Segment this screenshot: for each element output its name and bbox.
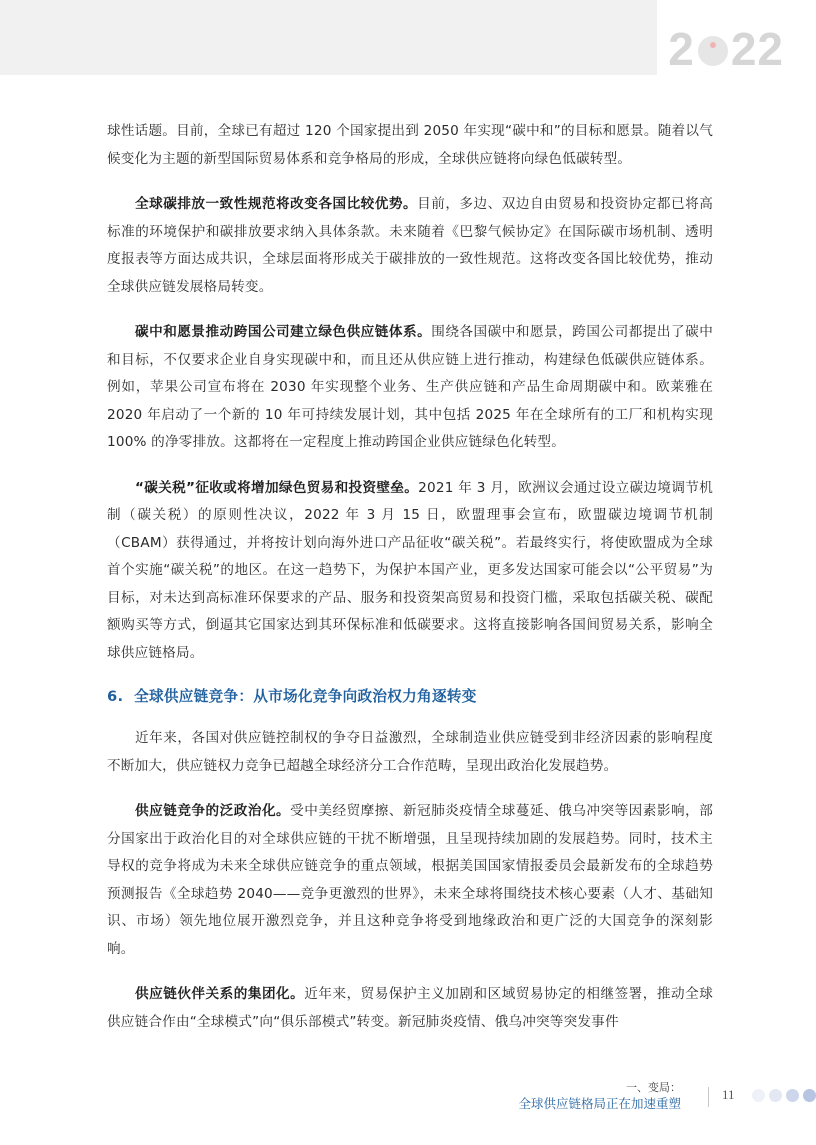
paragraph — [107, 191, 713, 301]
footer-breadcrumb — [518, 1080, 681, 1112]
paragraph-text: 近年来，各国对供应链控制权的争夺日益激烈，全球制造业供应链受到非经济因素的影响程度不断加大，供应链权力竞争已超越全球经济分工合作范畴，呈现出政治化发展趋势。 — [107, 730, 713, 774]
page-dot — [803, 1089, 816, 1102]
header-band — [0, 0, 657, 75]
paragraph-lead: 碳中和愿景推动跨国公司建立绿色供应链体系。 — [135, 324, 432, 340]
page-dot — [786, 1089, 799, 1102]
paragraph-lead: 全球碳排放一致性规范将改变各国比较优势。 — [135, 196, 418, 212]
paragraph-text: 球性话题。目前，全球已有超过 120 个国家提出到 2050 年实现“碳中和”的目标和愿景。随着以气候变化为主题的新型国际贸易体系和竞争格局的形成，全球供应链将向绿色低碳转型。 — [107, 123, 713, 167]
paragraph-text: 目前，多边、双边自由贸易和投资协定都已将高标准的环境保护和碳排放要求纳入具体条款。未来随着《巴黎气候协定》在国际碳市场机制、透明度报表等方面达成共识，全球层面将形成关于碳排放的一致性规范。这将改变各国比较优势，推动全球供应链发展格局转变。 — [107, 196, 714, 295]
paragraph-text: 受中美经贸摩擦、新冠肺炎疫情全球蔓延、俄乌冲突等因素影响，部分国家出于政治化目的对全球供应链的干扰不断增强，且呈现持续加剧的发展趋势。同时，技术主导权的竞争将成为未来全球供应链竞争的重点领域，根据美国国家情报委员会最新发布的全球趋势预测报告《全球趋势 2040——竞争更激烈的世界》，未来全球将围绕技术核心要素（人才、基础知识、市场）领先地位展开激烈竞争，并且这种竞争将受到地缘政治和更广泛的大国竞争的深刻影响。 — [107, 803, 713, 957]
paragraph — [107, 319, 713, 457]
page-dot — [769, 1089, 782, 1102]
paragraph-text: 近年来，贸易保护主义加剧和区域贸易协定的相继签署，推动全球供应链合作由“全球模式”向“俱乐部模式”转变。新冠肺炎疫情、俄乌冲突等突发事件 — [107, 986, 713, 1030]
year-digit-left: 2 — [668, 23, 695, 75]
paragraph-lead: 供应链伙伴关系的集团化。 — [135, 986, 305, 1002]
year-digits-right: 22 — [730, 23, 784, 75]
page-dots-decoration — [752, 1089, 816, 1102]
page-body — [107, 118, 713, 1054]
paragraph-lead: “碳关税”征收或将增加绿色贸易和投资壁垒。 — [135, 479, 419, 496]
paragraph — [107, 118, 713, 173]
paragraph-group-top — [107, 118, 713, 667]
footer-divider — [708, 1087, 709, 1107]
footer-subtitle: 全球供应链格局正在加速重塑 — [518, 1096, 681, 1111]
zero-emblem-icon — [698, 36, 728, 66]
paragraph-text: 2021 年 3 月，欧洲议会通过设立碳边境调节机制（碳关税）的原则性决议，2022 年 3 月 15 日，欧盟理事会宣布，欧盟碳边境调节机制（CBAM）获得通过，并将按计划向海外进口产品征收“碳关税”。若最终实行，将使欧盟成为全球首个实施“碳关税”的地区。在这一趋势下，为保护本国产业，更多发达国家可能会以“公平贸易”为目标，对未达到高标准环保要求的产品、服务和投资架高贸易和投资门槛，采取包括碳关税、碳配额购买等方式，倒逼其它国家达到其环保标准和低碳要求。这将直接影响各国间贸易关系，影响全球供应链格局。 — [107, 479, 713, 661]
section-number: 6. — [107, 688, 124, 705]
paragraph — [107, 725, 713, 780]
paragraph-lead: 供应链竞争的泛政治化。 — [135, 803, 291, 819]
year-mark — [668, 22, 784, 76]
page-dot — [752, 1089, 765, 1102]
paragraph — [107, 981, 713, 1036]
paragraph — [107, 475, 713, 668]
section-title: 全球供应链竞争：从市场化竞争向政治权力角逐转变 — [134, 688, 477, 705]
footer-chapter: 一、变局： — [626, 1081, 681, 1094]
paragraph-group-bottom — [107, 725, 713, 1036]
section-heading — [107, 685, 713, 709]
paragraph — [107, 798, 713, 963]
paragraph-text: 围绕各国碳中和愿景，跨国公司都提出了碳中和目标，不仅要求企业自身实现碳中和，而且还从供应链上进行推动，构建绿色低碳供应链体系。例如，苹果公司宣布将在 2030 年实现整个业务、生产供应链和产品生命周期碳中和。欧莱雅在 2020 年启动了一个新的 10 年可持续发展计划，其中包括 2025 年在全球所有的工厂和机构实现 100% 的净零排放。这都将在一定程度上推动跨国企业供应链绿色化转型。 — [107, 324, 714, 450]
page-number: 11 — [722, 1087, 735, 1102]
